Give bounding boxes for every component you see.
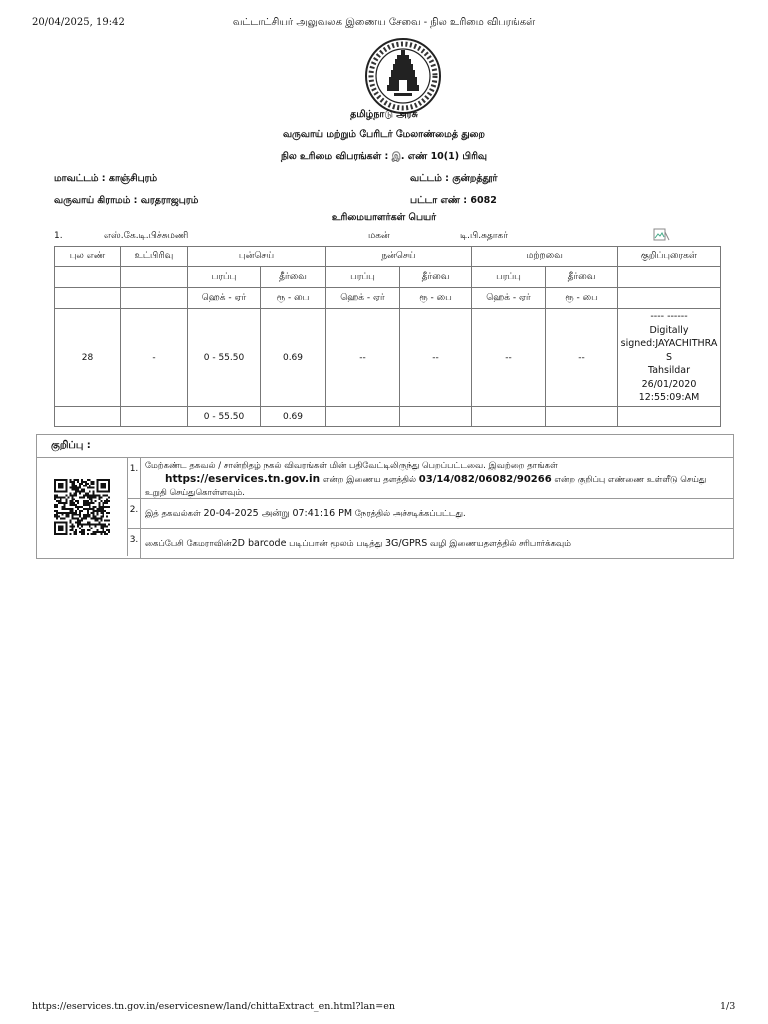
subheader-area: பரப்பு (326, 267, 400, 288)
note-number: 2. (128, 499, 141, 528)
notes-section (36, 434, 734, 559)
note-item (128, 499, 733, 529)
subheader-area: பரப்பு (188, 267, 261, 288)
land-details-table (54, 246, 721, 427)
village-info: வருவாய் கிராமம் : வரதராஜபுரம் (54, 195, 199, 206)
unit-area: ஹெக் - ஏர் (188, 288, 261, 309)
table-subheader-row (55, 267, 721, 288)
network-term: 3G/GPRS (384, 538, 428, 549)
remarks-line: Tahsildar (647, 365, 691, 377)
punjai-area-cell: 0 - 55.50 (188, 309, 261, 407)
table-row (55, 309, 721, 407)
header-survey-no: புல எண் (55, 247, 121, 267)
print-page-title: வட்டாட்சியர் அலுவலக இணைய சேவை - நில உரிமை விபரங்கள் (232, 17, 536, 28)
unit-tax: ரூ - பை (546, 288, 618, 309)
notes-title: குறிப்பு : (37, 435, 733, 458)
qr-cell (37, 458, 128, 556)
unit-tax: ரூ - பை (400, 288, 472, 309)
subheader-tax: தீர்வை (261, 267, 326, 288)
tamil-nadu-emblem-icon (364, 37, 442, 115)
note-text-part: இத் தகவல்கள் (145, 509, 201, 519)
owner-relation: மகன் (368, 231, 390, 241)
table-units-row (55, 288, 721, 309)
district-info: மாவட்டம் : காஞ்சிபுரம் (54, 173, 158, 184)
footer-page-number: 1/3 (720, 1001, 736, 1012)
remarks-line: signed:JAYACHITHRA (620, 338, 718, 350)
note-text-part: என்ற குறிப்பு எண்ணை உள்ளீடு செய்து உறுதி செய்துகொள்ளவும். (145, 475, 707, 498)
owner-name: எஸ்.கே.டி.பிச்சுமணி (104, 231, 189, 241)
broken-image-icon (653, 228, 671, 242)
department-name: வருவாய் மற்றும் பேரிடர் மேலாண்மைத் துறை (282, 129, 486, 140)
printed-datetime: 20-04-2025 அன்று 07:41:16 PM (203, 508, 353, 519)
others-tax-cell: -- (546, 309, 618, 407)
note-item (128, 529, 733, 558)
note-text (141, 458, 733, 498)
print-datetime: 20/04/2025, 19:42 (32, 17, 125, 28)
reference-number: 03/14/082/06082/90266 (418, 474, 552, 485)
unit-tax: ரூ - பை (261, 288, 326, 309)
survey-no-cell: 28 (55, 309, 121, 407)
patta-info: பட்டா எண் : 6082 (410, 195, 497, 206)
note-text-part: கைப்பேசி கேமராவின் (145, 539, 232, 549)
unit-area: ஹெக் - ஏர் (326, 288, 400, 309)
owner-index: 1. (54, 231, 63, 241)
footer-url: https://eservices.tn.gov.in/eservicesnew/land/chittaExtract_en.html?lan=en (32, 1001, 395, 1012)
subdivision-cell: - (121, 309, 188, 407)
remarks-line: 12:55:09:AM (638, 392, 700, 404)
punjai-tax-cell: 0.69 (261, 309, 326, 407)
note-text-part: மேற்கண்ட தகவல் / சான்றிதழ் நகல் விவரங்கள் மின் பதிவேட்டிலிருந்து பெறப்பட்டவை. இவற்றை தாங்கள் (145, 461, 558, 471)
note-number: 1. (128, 458, 141, 498)
header-subdivision: உட்பிரிவு (121, 247, 188, 267)
others-area-cell: -- (472, 309, 546, 407)
note-text-part: என்ற இணைய தளத்தில் (322, 475, 417, 485)
total-area-cell: 0 - 55.50 (188, 407, 261, 427)
unit-area: ஹெக் - ஏர் (472, 288, 546, 309)
remarks-line: Digitally (649, 324, 689, 336)
table-totals-row (55, 407, 721, 427)
owner-father-name: டி.பி.சுதாகர் (460, 231, 508, 241)
total-tax-cell: 0.69 (261, 407, 326, 427)
header-others: மற்றவை (472, 247, 618, 267)
header-nanjai: நன்செய் (326, 247, 472, 267)
nanjai-tax-cell: -- (400, 309, 472, 407)
header-remarks: குறிப்புரைகள் (618, 247, 721, 267)
document-title: நில உரிமை விபரங்கள் : இ. எண் 10(1) பிரிவு (280, 151, 487, 162)
subheader-tax: தீர்வை (546, 267, 618, 288)
note-text-part: வழி இணையதளத்தில் சரிபார்க்கவும் (430, 539, 571, 549)
taluk-info: வட்டம் : குன்றத்தூர் (410, 173, 498, 184)
subheader-tax: தீர்வை (400, 267, 472, 288)
header-punjai: புன்செய் (188, 247, 326, 267)
remarks-line: ---- ------ (650, 311, 688, 323)
remarks-line: 26/01/2020 (641, 378, 697, 390)
owners-title: உரிமையாளர்கள் பெயர் (331, 212, 437, 223)
remarks-cell (618, 309, 721, 407)
subheader-area: பரப்பு (472, 267, 546, 288)
government-name: தமிழ்நாடு அரசு (350, 109, 418, 120)
nanjai-area-cell: -- (326, 309, 400, 407)
qr-code-icon (54, 479, 110, 535)
table-header-row (55, 247, 721, 267)
eservices-link[interactable]: https://eservices.tn.gov.in (165, 473, 321, 485)
note-text (141, 499, 733, 528)
remarks-line: S (665, 351, 673, 363)
barcode-term: 2D barcode (231, 538, 287, 549)
note-text-part: படிப்பான் மூலம் படித்து (289, 539, 383, 549)
notes-body (37, 458, 733, 558)
note-item (128, 458, 733, 499)
note-number: 3. (128, 529, 141, 558)
notes-list (128, 458, 733, 558)
note-text-part: நேரத்தில் அச்சடிக்கப்பட்டது. (354, 509, 466, 519)
note-text (141, 529, 733, 558)
